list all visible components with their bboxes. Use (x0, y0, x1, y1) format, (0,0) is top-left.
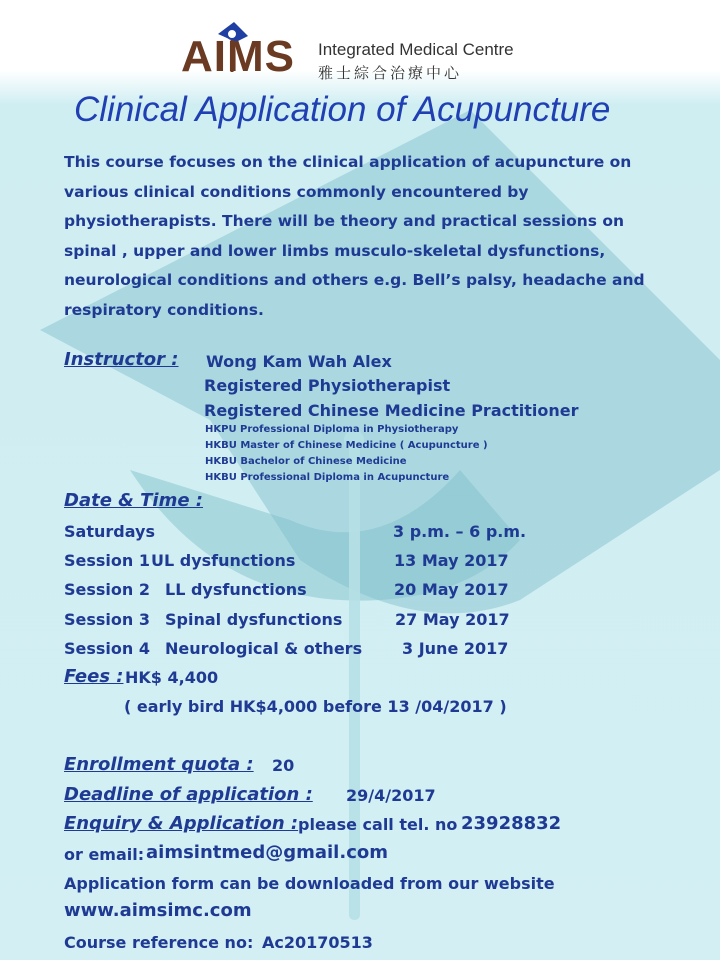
session-topic: Neurological & others (165, 639, 363, 658)
centre-name-english: Integrated Medical Centre (318, 40, 514, 59)
course-title: Clinical Application of Acupuncture (74, 90, 611, 129)
session-label: Session 4 (64, 639, 150, 658)
session-topic: UL dysfunctions (151, 551, 296, 570)
session-label: Session 2 (64, 580, 150, 599)
instructor-credential: HKBU Master of Chinese Medicine ( Acupuncture ) (205, 440, 488, 451)
session-date: 27 May 2017 (395, 610, 510, 629)
instructor-heading: Instructor : (64, 349, 179, 370)
description-line: physiotherapists. There will be theory and practical sessions on (64, 212, 625, 230)
session-topic: LL dysfunctions (165, 580, 307, 599)
enquiry-call-text: please call tel. no (298, 815, 458, 834)
session-label: Session 3 (64, 610, 150, 629)
course-reference-number: Ac20170513 (262, 933, 373, 952)
download-text: Application form can be downloaded from our website (64, 874, 555, 893)
logo-text: AIMS (181, 32, 295, 81)
email-address[interactable]: aimsintmed@gmail.com (146, 842, 388, 863)
enquiry-phone[interactable]: 23928832 (461, 813, 562, 834)
description-line: neurological conditions and others e.g. Bell’s palsy, headache and (64, 271, 645, 289)
fees-early-bird: ( early bird HK$4,000 before 13 /04/2017 ) (124, 697, 507, 716)
instructor-name: Wong Kam Wah Alex (206, 352, 392, 371)
instructor-title: Registered Physiotherapist (204, 376, 451, 395)
session-date: 3 June 2017 (402, 639, 509, 658)
instructor-title: Registered Chinese Medicine Practitioner (204, 401, 579, 420)
session-label: Session 1 (64, 551, 150, 570)
centre-name-chinese: 雅士綜合治療中心 (318, 64, 463, 82)
date-time-heading: Date & Time : (64, 490, 204, 511)
session-date: 20 May 2017 (394, 580, 509, 599)
deadline-heading: Deadline of application : (64, 784, 313, 805)
fees-amount: HK$ 4,400 (125, 668, 219, 687)
instructor-credential: HKBU Bachelor of Chinese Medicine (205, 456, 407, 467)
course-description (64, 148, 664, 325)
instructor-credential: HKBU Professional Diploma in Acupuncture (205, 472, 450, 483)
enrollment-quota: 20 (272, 756, 295, 775)
website-link[interactable]: www.aimsimc.com (64, 900, 252, 921)
schedule-day: Saturdays (64, 522, 155, 541)
description-line: respiratory conditions. (64, 300, 264, 319)
email-label: or email: (64, 845, 145, 864)
deadline-date: 29/4/2017 (346, 786, 436, 805)
description-line: various clinical conditions commonly encountered by (64, 182, 529, 201)
enrollment-heading: Enrollment quota : (64, 754, 254, 775)
course-reference-label: Course reference no: (64, 933, 254, 952)
fees-heading: Fees : (64, 666, 124, 687)
enquiry-heading: Enquiry & Application : (64, 813, 299, 834)
description-line: spinal , upper and lower limbs musculo-skeletal dysfunctions, (64, 241, 606, 260)
description-line: This course focuses on the clinical application of acupuncture on (64, 153, 632, 171)
session-date: 13 May 2017 (394, 551, 509, 570)
instructor-credential: HKPU Professional Diploma in Physiotherapy (205, 424, 459, 435)
schedule-time: 3 p.m. – 6 p.m. (393, 522, 527, 541)
session-topic: Spinal dysfunctions (165, 610, 343, 629)
